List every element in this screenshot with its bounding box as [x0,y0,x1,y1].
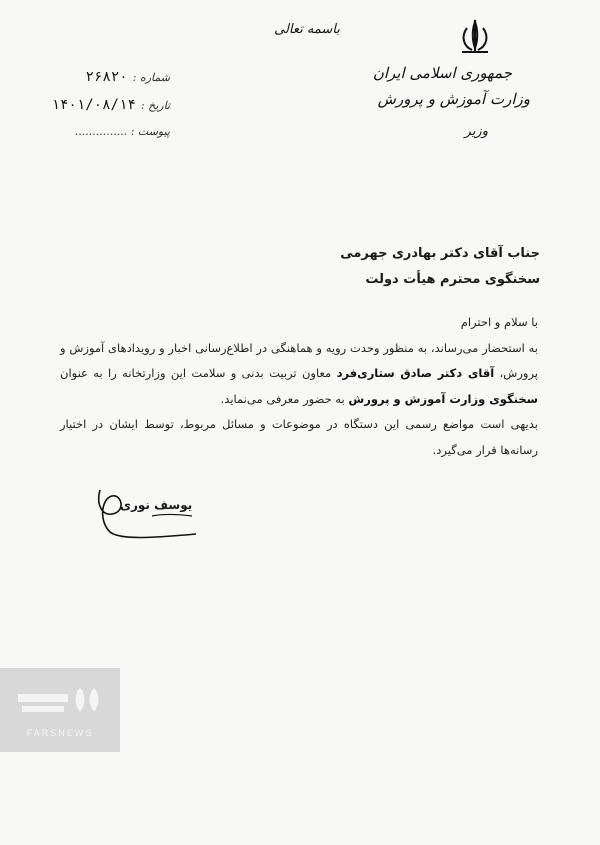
signatory-name: یوسف نوری [120,498,193,512]
org-minister: وزیر [464,124,488,139]
letter-attachment-row [20,120,170,139]
date-value: ۱۴۰۱/۰۸/۱۴ [51,97,136,113]
attachment-label: پیوست : ............... [74,125,170,138]
number-label: شماره : [132,71,170,84]
addressee-name: جناب آقای دکتر بهادری جهرمی [340,246,540,261]
number-value: ۲۶۸۲۰ [85,69,128,85]
bismillah-heading: باسمه تعالی [274,22,340,37]
deputy-name: آقای دکتر صادق ستاری‌فرد [336,366,495,380]
org-country: جمهوری اسلامی ایران [372,64,512,82]
farsnews-brand-text: FARSNEWS [26,728,94,738]
spokesperson-role: سخنگوی وزارت آموزش و پرورش [348,391,538,406]
addressee-title: سخنگوی محترم هیأت دولت [365,272,540,287]
greeting: با سلام و احترام [460,315,538,329]
letter-date-row [20,94,170,113]
farsnews-logo-icon [8,682,112,724]
paragraph-closing: بدیهی است مواضع رسمی این دستگاه در موضوعات و مسائل مربوط، توسط ایشان در اختیار رسانه‌ها قرار می‌گیرد. [60,417,538,457]
handwritten-signature-icon [92,480,212,550]
letter-number-row [20,66,170,85]
paragraph-introduction: به استحضار می‌رساند، به منظور وحدت رویه و هماهنگی در اطلاع‌رسانی اخبار و رویدادهای آموزش و پرورش، آقای دکتر صادق ستاری‌فرد معاون تربیت بدنی و سلامت این وزارتخانه را به عنوان سخنگوی وزارت آموزش و پرورش به حضور معرفی می‌نماید. [60,340,538,406]
letter-body [60,310,538,463]
org-ministry: وزارت آموزش و پرورش [377,90,530,108]
date-label: تاریخ : [140,99,170,112]
iran-emblem-icon [452,18,498,58]
